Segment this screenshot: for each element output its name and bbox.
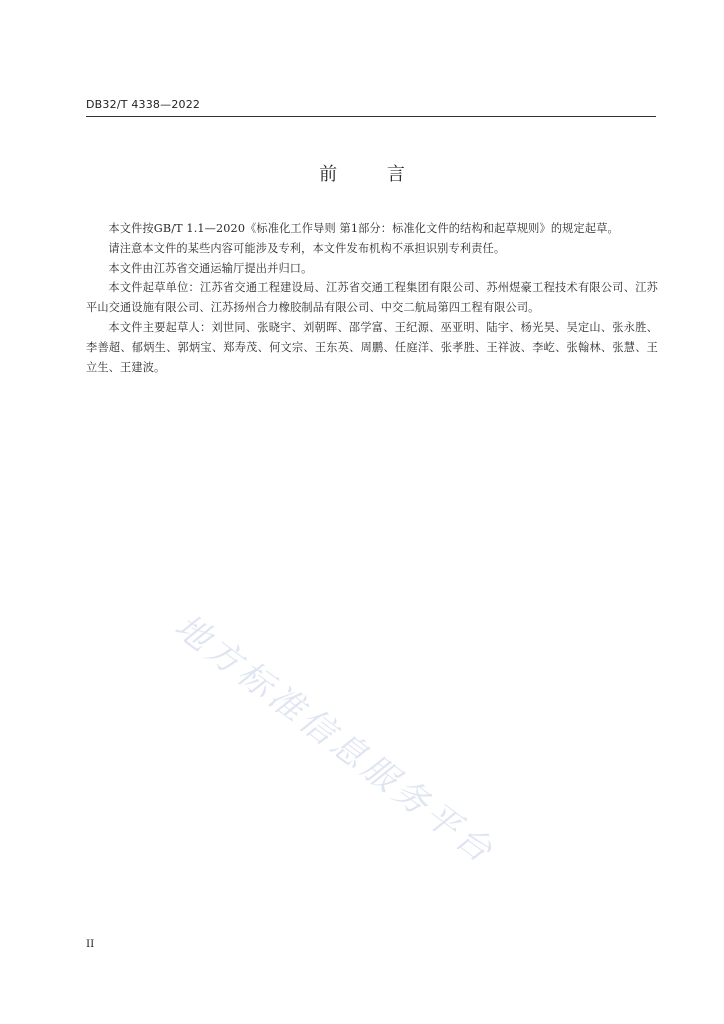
paragraph-drafters: 本文件主要起草人：刘世同、张晓宇、刘朝晖、邵学富、王纪源、巫亚明、陆宇、杨光昊、吴定山、张永胜、李善超、郁炳生、郭炳宝、郑寿茂、何文宗、王东英、周鹏、任庭洋、张孝胜、王祥波、李屹、张翰林、张慧、王立生、王建波。 [86,320,658,374]
header-divider [86,116,656,117]
document-code-header: DB32/T 4338—2022 [86,98,201,111]
paragraph-drafting-units: 本文件起草单位：江苏省交通工程建设局、江苏省交通工程集团有限公司、苏州煜豪工程技术有限公司、江苏平山交通设施有限公司、江苏扬州合力橡胶制品有限公司、中交二航局第四工程有限公司。 [86,281,658,315]
paragraph-patent-notice: 请注意本文件的某些内容可能涉及专利，本文件发布机构不承担识别专利责任。 [108,241,506,255]
page-title: 前 言 [319,164,427,185]
foreword-body [86,219,658,377]
watermark: 地方标准信息服务平台 [167,606,503,874]
paragraph-proposer: 本文件由江苏省交通运输厅提出并归口。 [108,261,313,275]
page-number: II [86,938,95,950]
paragraph-drafting-rules: 本文件按GB/T 1.1—2020《标准化工作导则 第1部分：标准化文件的结构和起草规则》的规定起草。 [108,222,619,235]
